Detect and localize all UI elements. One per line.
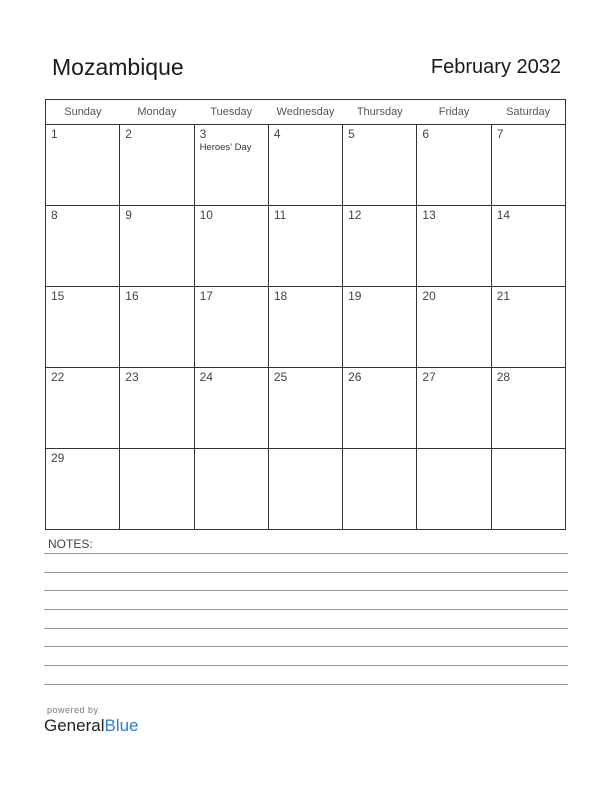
calendar-day-cell bbox=[120, 125, 194, 206]
logo-blue-text: Blue bbox=[104, 716, 139, 735]
weekday-thursday: Thursday bbox=[343, 100, 417, 125]
notes-line bbox=[44, 572, 568, 573]
day-number: 22 bbox=[51, 370, 65, 384]
calendar-day-cell bbox=[120, 206, 194, 287]
calendar-day-cell bbox=[491, 449, 565, 530]
calendar-day-cell bbox=[194, 287, 268, 368]
calendar-day-cell bbox=[343, 125, 417, 206]
day-number: 25 bbox=[273, 370, 288, 384]
calendar-week-row bbox=[46, 287, 566, 368]
calendar-week-row bbox=[46, 125, 566, 206]
day-number: 21 bbox=[496, 289, 511, 303]
day-number: 15 bbox=[51, 289, 65, 303]
calendar-day-cell bbox=[194, 125, 268, 206]
notes-line bbox=[44, 590, 568, 591]
notes-line bbox=[44, 553, 568, 554]
weekday-monday: Monday bbox=[120, 100, 194, 125]
day-number: 11 bbox=[273, 208, 287, 222]
calendar-day-cell bbox=[120, 449, 194, 530]
day-number: 17 bbox=[199, 289, 213, 303]
calendar-day-cell bbox=[491, 287, 565, 368]
day-number: 2 bbox=[125, 127, 132, 141]
calendar-day-cell bbox=[343, 368, 417, 449]
day-number: 20 bbox=[422, 289, 436, 303]
calendar-day-cell bbox=[46, 206, 120, 287]
notes-line bbox=[44, 646, 568, 647]
calendar-day-cell bbox=[194, 368, 268, 449]
day-number: 23 bbox=[125, 370, 139, 384]
day-number: 9 bbox=[125, 208, 132, 222]
calendar-day-cell bbox=[120, 287, 194, 368]
weekday-friday: Friday bbox=[417, 100, 491, 125]
calendar-day-cell bbox=[343, 449, 417, 530]
day-number: 12 bbox=[348, 208, 362, 222]
calendar-day-cell bbox=[417, 125, 491, 206]
calendar-week-row bbox=[46, 368, 566, 449]
notes-label: NOTES: bbox=[48, 537, 93, 551]
calendar-day-cell bbox=[491, 125, 565, 206]
day-number: 6 bbox=[422, 127, 430, 141]
notes-line bbox=[44, 665, 568, 666]
day-number: 18 bbox=[273, 289, 288, 303]
calendar-day-cell bbox=[268, 368, 342, 449]
calendar-week-row bbox=[46, 206, 566, 287]
notes-line bbox=[44, 609, 568, 610]
weekday-wednesday: Wednesday bbox=[268, 100, 342, 125]
calendar-day-cell bbox=[194, 206, 268, 287]
calendar-day-cell bbox=[491, 368, 565, 449]
weekday-tuesday: Tuesday bbox=[194, 100, 268, 125]
calendar-day-cell bbox=[194, 449, 268, 530]
calendar-day-cell bbox=[46, 368, 120, 449]
weekday-header-row bbox=[46, 100, 566, 125]
powered-by-text: powered by bbox=[47, 705, 99, 715]
weekday-saturday: Saturday bbox=[491, 100, 565, 125]
day-number: 4 bbox=[273, 127, 281, 141]
calendar-day-cell bbox=[417, 287, 491, 368]
weekday-sunday: Sunday bbox=[46, 100, 120, 125]
calendar-week-row bbox=[46, 449, 566, 530]
day-number: 16 bbox=[125, 289, 139, 303]
calendar-day-cell bbox=[268, 449, 342, 530]
country-title: Mozambique bbox=[52, 54, 184, 80]
day-number: 3 bbox=[199, 127, 207, 141]
calendar-day-cell bbox=[417, 206, 491, 287]
day-number: 29 bbox=[51, 451, 65, 465]
calendar-day-cell bbox=[491, 206, 565, 287]
day-number: 14 bbox=[496, 208, 511, 222]
notes-line bbox=[44, 684, 568, 685]
calendar-day-cell bbox=[268, 125, 342, 206]
logo-general-text: General bbox=[44, 716, 105, 735]
calendar-day-cell bbox=[343, 206, 417, 287]
day-number: 7 bbox=[496, 127, 504, 141]
day-number: 19 bbox=[348, 289, 362, 303]
calendar-day-cell bbox=[268, 287, 342, 368]
calendar-day-cell bbox=[268, 206, 342, 287]
notes-line bbox=[44, 628, 568, 629]
calendar-day-cell bbox=[46, 125, 120, 206]
calendar-grid bbox=[45, 99, 566, 530]
calendar-day-cell bbox=[417, 368, 491, 449]
day-number: 1 bbox=[51, 127, 58, 141]
day-number: 27 bbox=[422, 370, 436, 384]
calendar-day-cell bbox=[120, 368, 194, 449]
generalblue-logo bbox=[44, 716, 139, 736]
holiday-label: Heroes’ Day bbox=[199, 142, 252, 153]
day-number: 28 bbox=[496, 370, 511, 384]
day-number: 24 bbox=[199, 370, 213, 384]
day-number: 26 bbox=[348, 370, 362, 384]
calendar-day-cell bbox=[46, 449, 120, 530]
calendar-day-cell bbox=[417, 449, 491, 530]
day-number: 13 bbox=[422, 208, 436, 222]
month-year-title: February 2032 bbox=[430, 56, 561, 78]
day-number: 10 bbox=[199, 208, 213, 222]
day-number: 8 bbox=[51, 208, 58, 222]
day-number: 5 bbox=[348, 127, 355, 141]
calendar-day-cell bbox=[343, 287, 417, 368]
calendar-day-cell bbox=[46, 287, 120, 368]
